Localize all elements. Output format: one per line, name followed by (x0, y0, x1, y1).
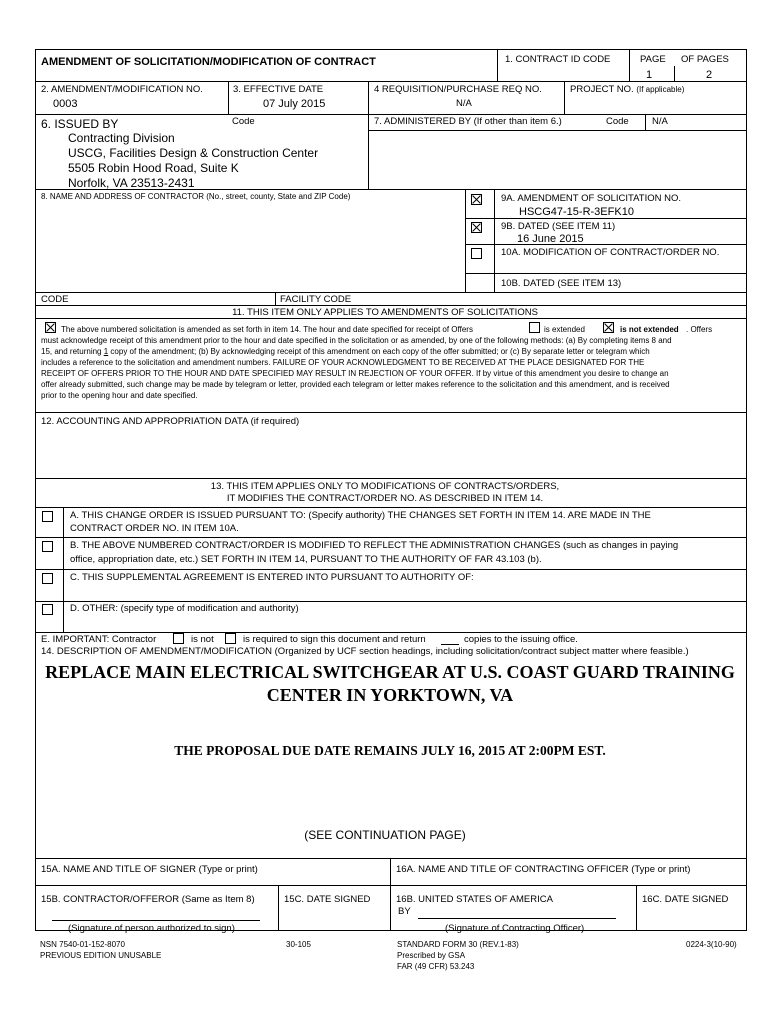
issued-line-1: Contracting Division (68, 131, 175, 145)
form-title: AMENDMENT OF SOLICITATION/MODIFICATION OF CONTRACT (41, 56, 376, 68)
checkbox-9b[interactable] (471, 222, 482, 233)
checkbox-is-not[interactable] (173, 633, 184, 644)
contract-id-label: 1. CONTRACT ID CODE (505, 54, 611, 65)
item13b-line2: office, appropriation date, etc.) SET FORTH IN ITEM 14, PURSUANT TO THE AUTHORITY OF FAR 43.103 (b). (70, 554, 542, 565)
sig-16b-label: 16B. UNITED STATES OF AMERICA (396, 894, 553, 905)
sig-16b-by: BY (398, 906, 411, 917)
item11-lead: The above numbered solicitation is amended as set forth in item 14. The hour and date specified for receipt of Offers (61, 325, 473, 334)
issued-line-2: USCG, Facilities Design & Construction Center (68, 146, 319, 160)
item13-heading-1: 13. THIS ITEM APPLIES ONLY TO MODIFICATIONS OF CONTRACTS/ORDERS, (210, 481, 560, 492)
admin-code-value: N/A (652, 116, 668, 127)
item14-continuation: (SEE CONTINUATION PAGE) (304, 828, 466, 842)
item11-line3a: 15, and returning (41, 347, 102, 356)
checkbox-10a[interactable] (471, 248, 482, 259)
item11-line2: must acknowledge receipt of this amendment prior to the hour and date specified in the solicitation or as amended, by one of the following methods: (a) By completing items 8 and (41, 336, 672, 345)
item13c-label: C. THIS SUPPLEMENTAL AGREEMENT IS ENTERED INTO PURSUANT TO AUTHORITY OF: (70, 572, 474, 583)
item11-line7: prior to the opening hour and date specified. (41, 391, 198, 400)
rule-v-sig16 (390, 858, 391, 931)
code-label: CODE (41, 294, 69, 305)
rule-v-admincode (645, 114, 646, 130)
sig-officer-caption: (Signature of Contracting Officer) (445, 923, 585, 934)
rule-important (35, 632, 747, 633)
project-no-text: PROJECT NO. (570, 84, 634, 95)
rule-admin-top (368, 130, 747, 131)
effective-date-label: 3. EFFECTIVE DATE (233, 84, 324, 95)
item11-line4: includes a reference to the solicitation and amendment numbers. FAILURE OF YOUR ACKNOWLEDGMENT TO BE RECEIVED AT THE PLACE DESIGNATED FOR THE (41, 358, 645, 367)
footer-prescribed: Prescribed by GSA (397, 951, 466, 960)
item14-label: 14. DESCRIPTION OF AMENDMENT/MODIFICATION (Organized by UCF section headings, including solicitation/contract subject matter where feasible.) (41, 646, 689, 657)
rule-v-project (564, 81, 565, 114)
page-label: PAGE (640, 54, 666, 65)
footer-nsn: NSN 7540-01-152-8070 (40, 940, 125, 949)
footer-form-number: 0224-3(10-90) (686, 940, 737, 949)
page-value: 1 (646, 69, 653, 81)
item11-is-not-extended: is not extended (620, 325, 679, 334)
effective-date-value: 07 July 2015 (263, 98, 326, 110)
item11-line3b: copy of the amendment; (b) By acknowledging receipt of this amendment on each copy of the offer submitted; or (c) By separate letter or telegram which (110, 347, 650, 356)
checkbox-item11-amended[interactable] (45, 322, 56, 333)
rule-9b (465, 244, 747, 245)
sig-person-caption: (Signature of person authorized to sign) (68, 923, 235, 934)
item14-due-date: THE PROPOSAL DUE DATE REMAINS JULY 16, 2015 AT 2:00PM EST. (174, 743, 606, 758)
of-pages-label: OF PAGES (681, 54, 729, 65)
rule-10a (465, 273, 747, 274)
project-no-label (570, 84, 684, 95)
checkbox-is-not-extended[interactable] (603, 322, 614, 333)
item13d-label: D. OTHER: (specify type of modification and authority) (70, 603, 299, 614)
rule-v-pages (674, 66, 675, 81)
item14-title-line2: CENTER IN YORKTOWN, VA (266, 685, 514, 705)
sig-15c-label: 15C. DATE SIGNED (284, 894, 371, 905)
checkbox-13b[interactable] (42, 541, 53, 552)
item14-title-line1: REPLACE MAIN ELECTRICAL SWITCHGEAR AT U.S. COAST GUARD TRAINING (45, 662, 735, 682)
rule-sig-mid (35, 885, 747, 886)
rule-v-13boxes (63, 507, 64, 632)
administered-by-label: 7. ADMINISTERED BY (If other than item 6.) (374, 116, 562, 127)
of-pages-value: 2 (706, 69, 713, 81)
contractor-label: 8. NAME AND ADDRESS OF CONTRACTOR (No., street, county, State and ZIP Code) (41, 192, 351, 201)
rule-code (35, 292, 747, 293)
item11-copies: 1 (103, 347, 109, 356)
important-rest-a: is required to sign this document and return (243, 634, 426, 645)
requisition-label: 4 REQUISITION/PURCHASE REQ NO. (374, 84, 542, 95)
rule-item13-top (35, 478, 747, 479)
item11-line5: RECEIPT OF OFFERS PRIOR TO THE HOUR AND DATE SPECIFIED MAY RESULT IN REJECTION OF YOUR OFFER. If by virtue of this amendment you desire to change an (41, 369, 669, 378)
checkbox-is-extended[interactable] (529, 322, 540, 333)
issued-line-4: Norfolk, VA 23513-2431 (68, 176, 195, 190)
issued-code-label: Code (232, 116, 255, 127)
important-is-not: is not (191, 634, 214, 645)
rule-item12-top (35, 412, 747, 413)
copies-blank[interactable] (441, 644, 459, 645)
requisition-value: N/A (456, 98, 472, 109)
rule-13c (35, 569, 747, 570)
rule-v-page (629, 49, 630, 81)
footer-code: 30-105 (286, 940, 311, 949)
rule-row1 (35, 81, 747, 82)
checkbox-13d[interactable] (42, 604, 53, 615)
item13a-line2: CONTRACT ORDER NO. IN ITEM 10A. (70, 523, 239, 534)
checkbox-13a[interactable] (42, 511, 53, 522)
item11-line3 (41, 347, 650, 357)
officer-signature-line[interactable] (418, 918, 616, 919)
amend-no-label: 2. AMENDMENT/MODIFICATION NO. (41, 84, 203, 95)
rule-v-contractor (465, 189, 466, 292)
admin-code-label: Code (606, 116, 629, 127)
amend-no-value: 0003 (53, 98, 78, 110)
rule-item11-head (35, 305, 747, 306)
contractor-signature-line[interactable] (52, 920, 260, 921)
issued-line-3: 5505 Robin Hood Road, Suite K (68, 161, 239, 175)
footer-prev-edition: PREVIOUS EDITION UNUSABLE (40, 951, 162, 960)
item9b-label: 9B. DATED (SEE ITEM 11) (501, 221, 616, 232)
sig-16a-label: 16A. NAME AND TITLE OF CONTRACTING OFFICER (Type or print) (396, 864, 691, 875)
rule-v-facility (275, 292, 276, 305)
checkbox-13c[interactable] (42, 573, 53, 584)
item9a-value: HSCG47-15-R-3EFK10 (519, 206, 634, 218)
item11-is-extended: is extended (544, 325, 585, 334)
rule-v-16c (636, 885, 637, 931)
rule-13a (35, 507, 747, 508)
rule-sig-top (35, 858, 747, 859)
item13b-line1: B. THE ABOVE NUMBERED CONTRACT/ORDER IS MODIFIED TO REFLECT THE ADMINISTRATION CHANGES (such as changes in paying (70, 540, 679, 551)
rule-v-amend (228, 81, 229, 114)
item13-heading-2: IT MODIFIES THE CONTRACT/ORDER NO. AS DESCRIBED IN ITEM 14. (226, 493, 544, 504)
item11-heading: 11. THIS ITEM ONLY APPLIES TO AMENDMENTS OF SOLICITATIONS (232, 307, 538, 318)
item11-line6: offer already submitted, such change may be made by telegram or letter, provided each telegram or letter makes reference to the solicitation and this amendment, and is received (41, 380, 670, 389)
item12-label: 12. ACCOUNTING AND APPROPRIATION DATA (if required) (41, 416, 300, 427)
footer-sf-title: STANDARD FORM 30 (REV.1-83) (397, 940, 519, 949)
rule-13b (35, 537, 747, 538)
item10b-label: 10B. DATED (SEE ITEM 13) (501, 278, 622, 289)
issued-by-label: 6. ISSUED BY (41, 117, 119, 131)
project-no-note: (If applicable) (636, 85, 685, 94)
item9a-label: 9A. AMENDMENT OF SOLICITATION NO. (501, 193, 681, 204)
sig-15b-label: 15B. CONTRACTOR/OFFEROR (Same as Item 8) (41, 894, 255, 905)
facility-code-label: FACILITY CODE (280, 294, 352, 305)
rule-13d (35, 601, 747, 602)
rule-v-contractid (497, 49, 498, 81)
important-lead: E. IMPORTANT: Contractor (41, 634, 157, 645)
rule-v-9col (494, 189, 495, 292)
item9b-value: 16 June 2015 (517, 233, 584, 245)
rule-v-15c (278, 885, 279, 931)
sig-15a-label: 15A. NAME AND TITLE OF SIGNER (Type or print) (41, 864, 258, 875)
rule-admin-bottom (368, 189, 747, 190)
item13a-line1: A. THIS CHANGE ORDER IS ISSUED PURSUANT TO: (Specify authority) THE CHANGES SET FORTH IN ITEM 14. ARE MADE IN THE (70, 510, 651, 521)
checkbox-9a[interactable] (471, 194, 482, 205)
item11-offers: . Offers (686, 325, 713, 334)
sig-16c-label: 16C. DATE SIGNED (642, 894, 729, 905)
rule-row2 (35, 114, 747, 115)
important-rest-b: copies to the issuing office. (464, 634, 578, 645)
item10a-label: 10A. MODIFICATION OF CONTRACT/ORDER NO. (501, 247, 720, 258)
rule-item11-body (35, 318, 747, 319)
rule-v-req (368, 81, 369, 189)
checkbox-is-required[interactable] (225, 633, 236, 644)
footer-far: FAR (49 CFR) 53.243 (397, 962, 475, 971)
